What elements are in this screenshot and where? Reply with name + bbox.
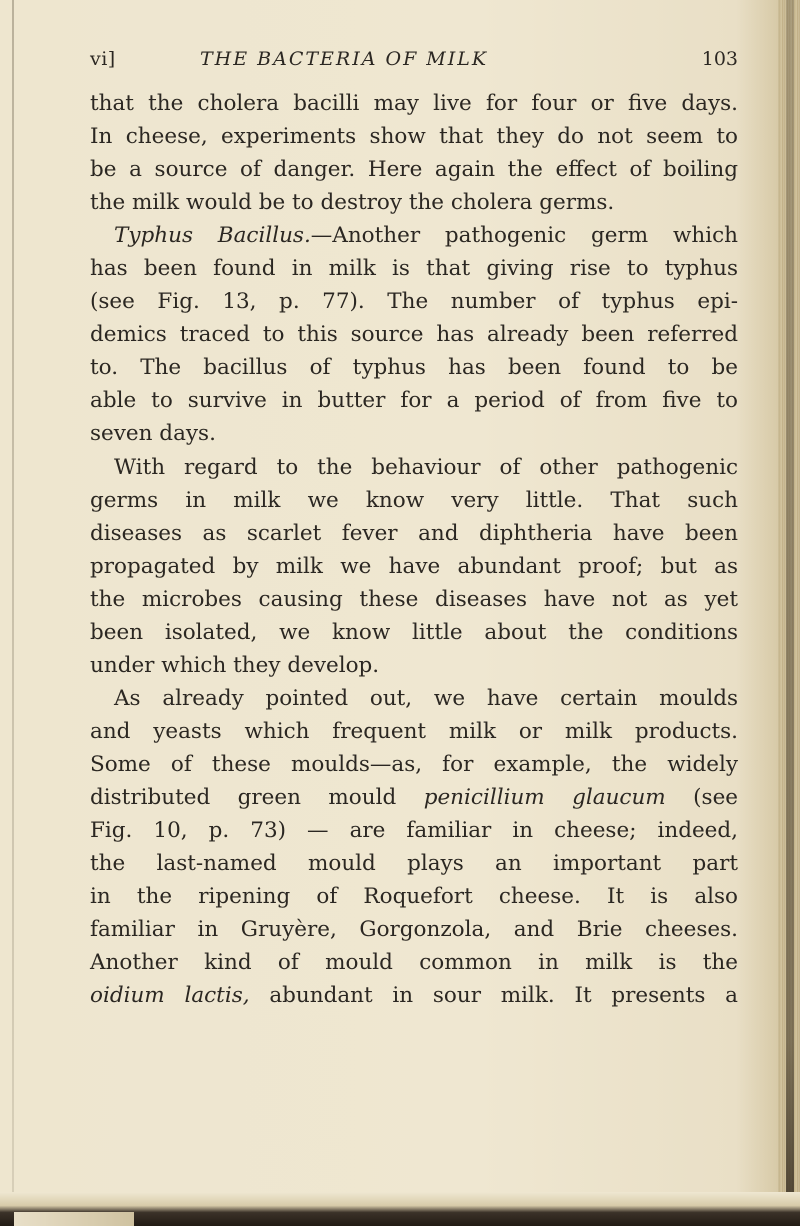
bottom-page-corner [14,1212,134,1226]
text-line [90,285,738,318]
text-line [90,219,738,252]
text-line [90,946,738,979]
text-line [90,781,738,814]
text-segment: In cheese, experiments show that they do not seem to [90,124,738,150]
text-segment: abundant in sour milk. It presents a [249,983,738,1009]
text-segment: (see [665,784,739,810]
text-line [90,351,738,384]
text-line [90,847,738,880]
chapter-number: vi] [90,48,116,70]
text-line [90,417,738,450]
text-segment: Another kind of mould common in milk is the [90,950,738,976]
text-segment: demics traced to this source has already been referred [90,322,738,348]
text-segment: —Another pathogenic germ which [310,223,738,249]
text-segment: the last-named mould plays an important part [90,851,738,877]
text-line [90,616,738,649]
text-segment: has been found in milk is that giving rise to typhus [90,256,738,282]
text-segment: been isolated, we know little about the conditions [90,619,738,645]
text-line [90,748,738,781]
text-segment: Fig. 10, p. 73) — are familiar in cheese; indeed, [90,818,738,844]
text-line [90,979,738,1012]
text-segment: diseases as scarlet fever and diphtheria have been [90,520,738,546]
text-segment: familiar in Gruyère, Gorgonzola, and Brie cheeses. [90,917,738,943]
text-line [90,715,738,748]
binding-shadow [12,0,14,1226]
text-segment: seven days. [90,421,216,447]
text-segment: With regard to the behaviour of other pathogenic [114,454,738,480]
text-line [90,814,738,847]
text-segment: able to survive in butter for a period of from five to [90,388,738,414]
text-segment: distributed green mould [90,784,424,810]
text-segment: be a source of danger. Here again the effect of boiling [90,157,738,183]
running-head [90,44,738,74]
page-edge-shadow [786,0,794,1226]
page-number: 103 [701,48,738,70]
text-segment: As already pointed out, we have certain moulds [114,685,738,711]
text-line [90,451,738,484]
body-text [90,87,738,1012]
italic-term: oidium lactis, [90,983,250,1009]
text-line [90,517,738,550]
text-segment: the milk would be to destroy the cholera germs. [90,190,615,216]
text-line [90,649,738,682]
text-line [90,913,738,946]
text-line [90,153,738,186]
text-segment: propagated by milk we have abundant proof; but as [90,553,738,579]
text-line [90,384,738,417]
text-line [90,120,738,153]
text-line [90,252,738,285]
text-segment: (see Fig. 13, p. 77). The number of typhus epi- [90,289,738,315]
running-title: THE BACTERIA OF MILK [200,48,489,70]
text-segment: that the cholera bacilli may live for four or five days. [90,91,738,116]
text-line [90,318,738,351]
text-segment: germs in milk we know very little. That such [90,487,738,513]
text-line [90,550,738,583]
italic-term: Typhus Bacillus. [114,223,311,249]
text-segment: and yeasts which frequent milk or milk products. [90,718,738,744]
text-segment: to. The bacillus of typhus has been found to be [90,355,738,381]
italic-term: penicillium glaucum [423,784,666,810]
text-segment: the microbes causing these diseases have not as yet [90,586,738,612]
text-segment: in the ripening of Roquefort cheese. It is also [90,884,738,910]
text-line [90,682,738,715]
text-line [90,880,738,913]
text-line [90,87,738,120]
text-line [90,583,738,616]
text-line [90,484,738,517]
text-segment: under which they develop. [90,652,380,678]
text-line [90,186,738,219]
text-segment: Some of these moulds—as, for example, the widely [90,751,738,777]
